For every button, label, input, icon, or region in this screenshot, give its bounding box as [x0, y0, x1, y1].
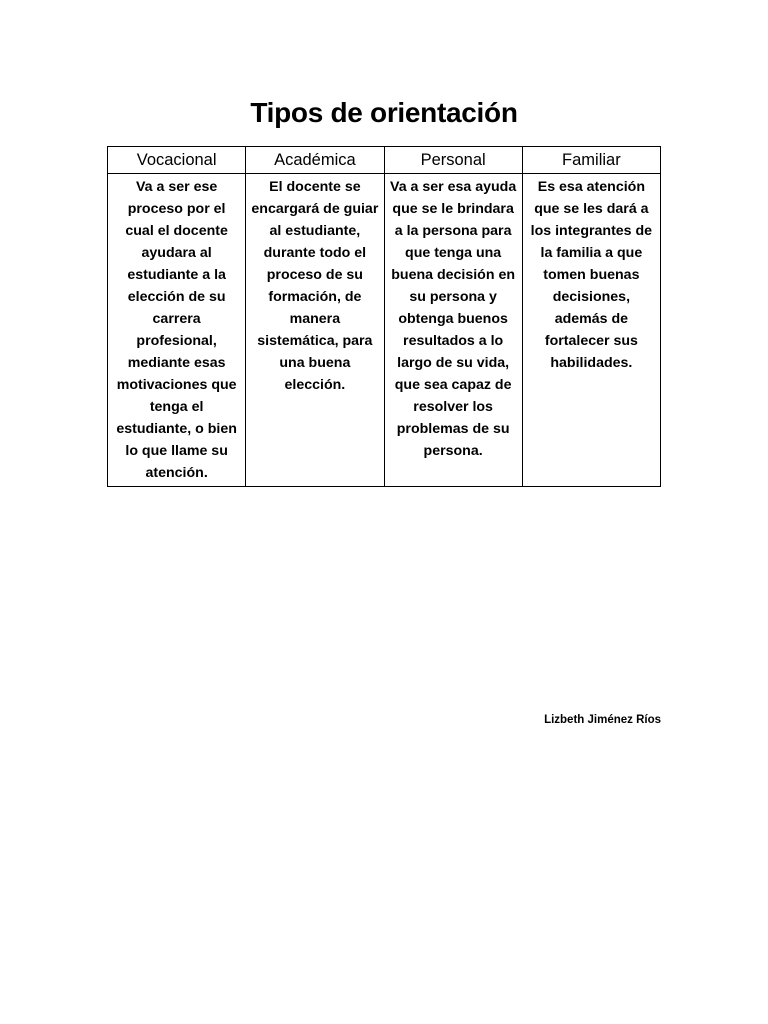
- table-header-row: [108, 147, 661, 174]
- author-name: Lizbeth Jiménez Ríos: [544, 714, 661, 726]
- cell-academica: El docente se encargará de guiar al estudiante, durante todo el proceso de su formación, de manera sistemática, para una buena elección.: [246, 174, 384, 487]
- column-header-academica: Académica: [246, 147, 384, 174]
- page-title: Tipos de orientación: [250, 97, 518, 128]
- orientation-types-table: [107, 146, 661, 487]
- column-header-personal: Personal: [384, 147, 522, 174]
- column-header-familiar: Familiar: [522, 147, 660, 174]
- cell-familiar: Es esa atención que se les dará a los integrantes de la familia a que tomen buenas decisiones, además de fortalecer sus habilidades.: [522, 174, 660, 487]
- cell-personal: Va a ser esa ayuda que se le brindara a la persona para que tenga una buena decisión en su persona y obtenga buenos resultados a lo largo de su vida, que sea capaz de resolver los problemas de su persona.: [384, 174, 522, 487]
- cell-vocacional: Va a ser ese proceso por el cual el docente ayudara al estudiante a la elección de su carrera profesional, mediante esas motivaciones que tenga el estudiante, o bien lo que llame su atención.: [108, 174, 246, 487]
- table-row: [108, 174, 661, 487]
- column-header-vocacional: Vocacional: [108, 147, 246, 174]
